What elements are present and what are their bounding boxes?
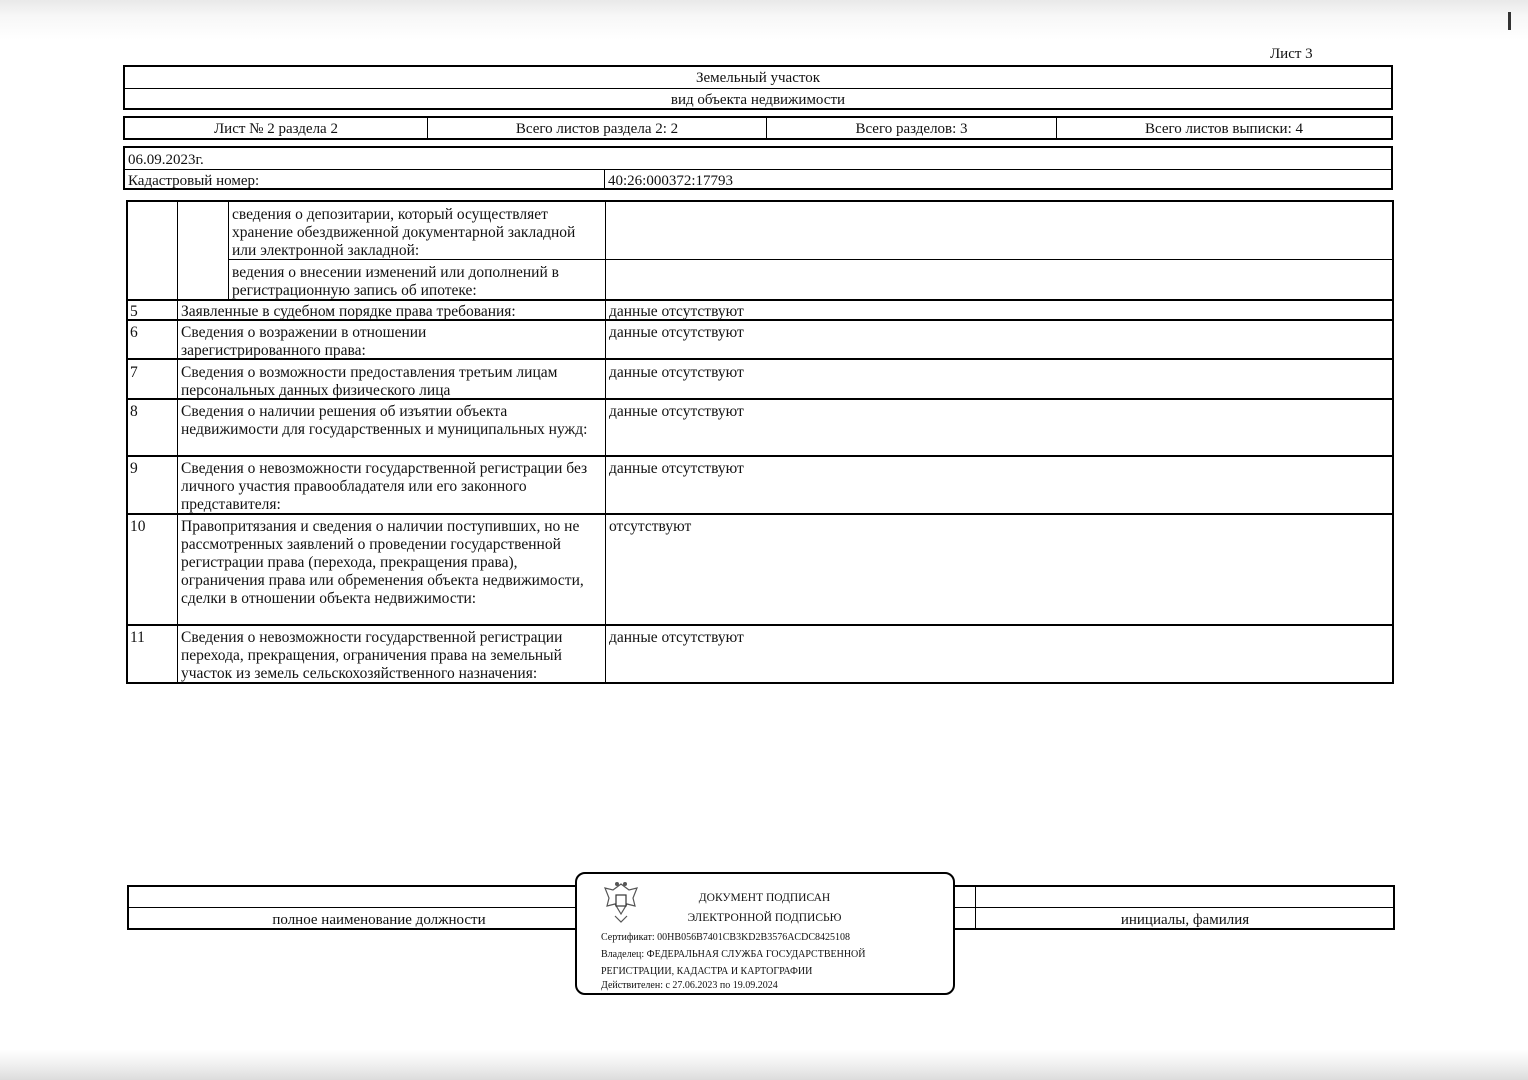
stamp-title-1: ДОКУМЕНТ ПОДПИСАН [698,892,831,904]
table-row-number: 10 [130,518,146,535]
table-row-value: данные отсутствуют [609,403,744,420]
object-type-caption: вид объекта недвижимости [670,92,846,108]
cadastral-label: Кадастровый номер: [128,173,260,189]
table-row-label: Правопритязания и сведения о наличии поступивших, но не рассмотренных заявлений о проведении государственной регистрации права (перехода, прекращения права), ограничения права или обременения объекта недвижимости, сделки в отношении объекта недвижимости: [181,518,584,607]
table-row-value: данные отсутствуют [609,324,744,341]
total-sections: Всего разделов: 3 [855,121,968,137]
name-caption: инициалы, фамилия [1120,912,1250,928]
stamp-validity: Действителен: с 27.06.2023 по 19.09.2024 [601,980,778,991]
total-sheets: Всего листов выписки: 4 [1145,121,1303,137]
position-caption: полное наименование должности [272,912,486,928]
table-row-number: 7 [130,364,138,381]
table-row-number: 6 [130,324,138,341]
table-row-label: Сведения о возражении в отношении зарегистрированного права: [181,324,427,359]
table-row-label: Сведения о невозможности государственной регистрации перехода, прекращения, ограничения права на земельный участок из земель сельскохозяйственного назначения: [181,629,563,682]
info-row [123,116,1393,140]
stamp-certificate: Сертификат: 00HB056B7401CB3KD2B3576ACDC8425108 [601,932,850,943]
extract-date: 06.09.2023г. [128,152,204,168]
table-row-value: данные отсутствуют [609,460,744,477]
table-row-value: данные отсутствуют [609,303,744,320]
table-row-label: Сведения о наличии решения об изъятии объекта недвижимости для государственных и муниципальных нужд: [181,403,588,438]
sheet-label: Лист 3 [1270,46,1313,62]
table-row-number: 11 [130,629,145,646]
table-row-number: 8 [130,403,138,420]
table-row-number: 5 [130,303,138,320]
table-row-label: ведения о внесении изменений или дополнений в регистрационную запись об ипотеке: [232,264,559,299]
scan-shadow-top [0,0,1528,40]
scan-edge-mark [1508,12,1511,30]
table-row-value: данные отсутствуют [609,629,744,646]
object-type: Земельный участок [695,70,821,86]
stamp-owner-1: Владелец: ФЕДЕРАЛЬНАЯ СЛУЖБА ГОСУДАРСТВЕННОЙ [601,949,866,960]
table-row-label: Заявленные в судебном порядке права требования: [181,303,516,320]
table-row-value: данные отсутствуют [609,364,744,381]
stamp-title-2: ЭЛЕКТРОННОЙ ПОДПИСЬЮ [687,912,842,924]
table-row-label: сведения о депозитарии, который осуществляет хранение обездвиженной документарной закладной или электронной закладной: [232,206,576,259]
object-type-box [123,65,1393,110]
table-row-value: отсутствуют [609,518,692,535]
sheet-of-section: Лист № 2 раздела 2 [214,121,338,137]
total-sheets-section: Всего листов раздела 2: 2 [515,121,679,137]
scan-shadow-bottom [0,1050,1528,1080]
table-row-label: Сведения о невозможности государственной регистрации без личного участия правообладателя или его законного представителя: [181,460,588,513]
encumbrance-table [126,200,1394,684]
table-row-label: Сведения о возможности предоставления третьим лицам персональных данных физического лица [181,364,558,399]
cadastral-number: 40:26:000372:17793 [608,173,734,189]
electronic-signature-stamp [575,872,955,995]
date-cadastral-box [123,146,1393,190]
table-row-number: 9 [130,460,138,477]
stamp-owner-2: РЕГИСТРАЦИИ, КАДАСТРА И КАРТОГРАФИИ [601,966,813,977]
